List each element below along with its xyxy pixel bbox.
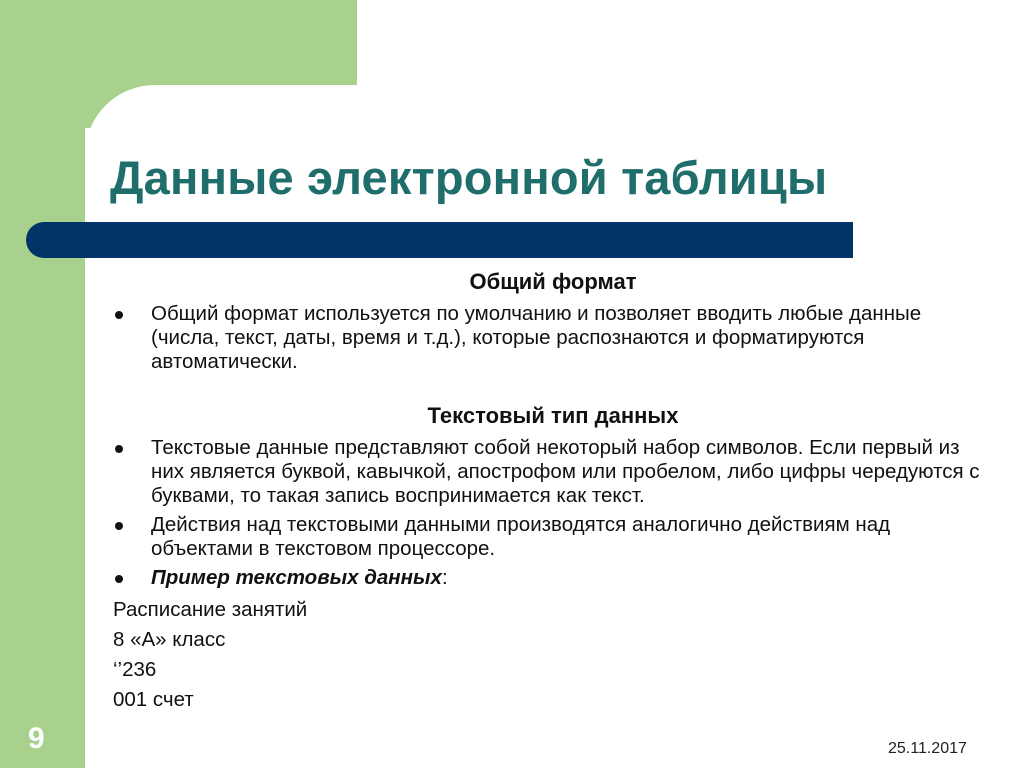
bullet-text: Общий формат используется по умолчанию и позволяет вводить любые данные (числа, текст, даты, время и т.д.), которые распознаются и форматируются автоматически.	[151, 302, 922, 373]
example-line: 001 счет	[113, 688, 194, 711]
bullet-list-text-type	[113, 436, 993, 590]
example-label: Пример текстовых данных	[151, 566, 442, 589]
section-heading-text-type: Текстовый тип данных	[427, 403, 679, 428]
bullet-text: Действия над текстовыми данными производятся аналогично действиям над объектами в текстовом процессоре.	[151, 513, 891, 560]
list-item	[113, 566, 993, 590]
example-lines	[113, 595, 993, 715]
bullet-icon	[115, 575, 123, 583]
bullet-icon	[115, 522, 123, 530]
example-label-colon: :	[441, 566, 448, 589]
slide-content	[113, 270, 993, 715]
bullet-text: Текстовые данные представляют собой некоторый набор символов. Если первый из них является буквой, кавычкой, апострофом или пробелом, либо цифры чередуются с буквами, то такая запись воспринимается как текст.	[151, 436, 980, 507]
list-item	[113, 513, 993, 561]
section-heading-general-format: Общий формат	[469, 269, 637, 294]
title-underline-bar	[26, 222, 853, 258]
bullet-icon	[115, 445, 123, 453]
list-item	[113, 436, 993, 508]
list-item	[113, 302, 993, 374]
slide-number: 9	[28, 722, 45, 755]
example-line: 8 «А» класс	[113, 628, 226, 651]
example-line: Расписание занятий	[113, 598, 308, 621]
bullet-list-general-format	[113, 302, 993, 374]
slide-title: Данные электронной таблицы	[110, 151, 828, 204]
example-line: ‘’236	[113, 658, 157, 681]
bullet-icon	[115, 311, 123, 319]
slide-date: 25.11.2017	[888, 740, 967, 757]
